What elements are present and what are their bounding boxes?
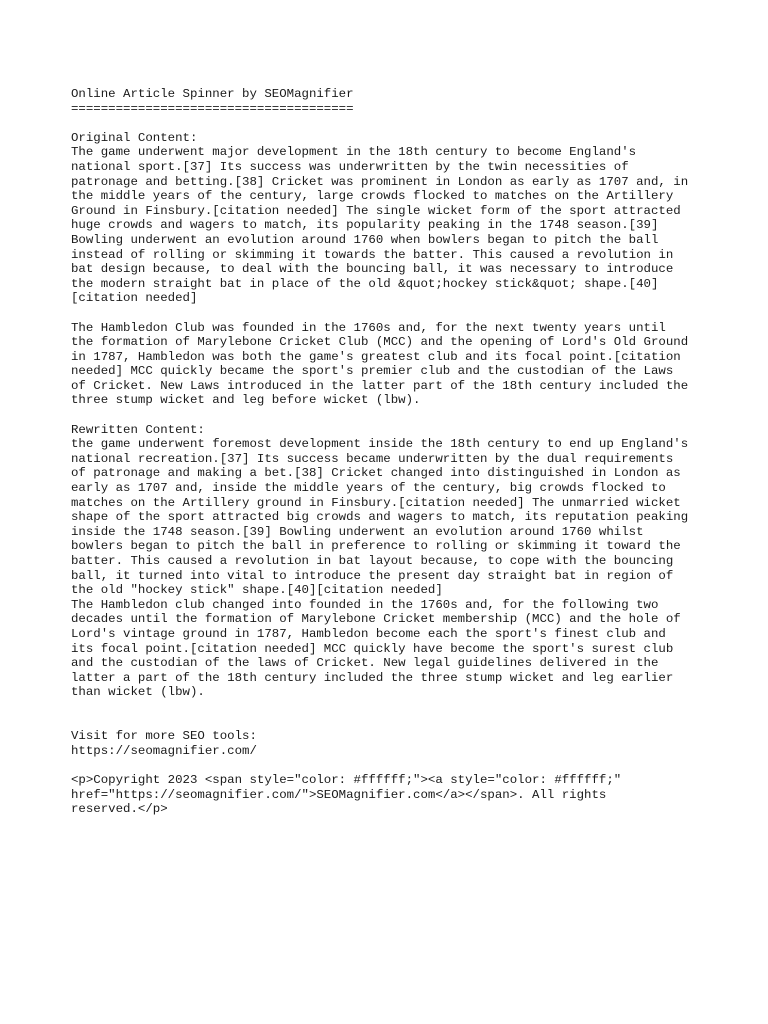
text-line: and the custodian of the laws of Cricket. New legal guidelines delivered in the <box>71 656 659 671</box>
spacer <box>71 116 711 131</box>
original-content-label: Original Content: <box>71 130 198 145</box>
text-line: matches on the Artillery ground in Finsbury.[citation needed] The unmarried wicket <box>71 495 681 510</box>
title-underline: ====================================== <box>71 101 354 116</box>
text-line: href="https://seomagnifier.com/">SEOMagnifier.com</a></span>. All rights <box>71 787 607 802</box>
text-line: the middle years of the century, large crowds flocked to matches on the Artillery <box>71 189 674 204</box>
text-line: national sport.[37] Its success was underwritten by the twin necessities of <box>71 159 629 174</box>
text-line: shape of the sport attracted big crowds and wagers to match, its reputation peaking <box>71 510 689 525</box>
text-line: Ground in Finsbury.[citation needed] The single wicket form of the sport attracted <box>71 203 681 218</box>
text-line: national recreation.[37] Its success became underwritten by the dual requirements <box>71 451 674 466</box>
text-line: bowlers began to pitch the ball in preference to rolling or skimming it toward the <box>71 539 681 554</box>
text-line: The Hambledon Club was founded in the 1760s and, for the next twenty years until <box>71 320 666 335</box>
site-url: https://seomagnifier.com/ <box>71 743 257 758</box>
text-line: in 1787, Hambledon was both the game's greatest club and its focal point.[citation <box>71 349 681 364</box>
text-line: inside the 1748 season.[39] Bowling underwent an evolution around 1760 whilst <box>71 524 644 539</box>
text-line: early as 1707 and, inside the middle years of the century, big crowds flocked to <box>71 481 666 496</box>
spacer <box>71 715 711 730</box>
text-line: The Hambledon club changed into founded in the 1760s and, for the following two <box>71 597 659 612</box>
original-paragraph-2 <box>71 321 711 409</box>
text-line: patronage and betting.[38] Cricket was prominent in London as early as 1707 and, in <box>71 174 689 189</box>
text-line: bat design because, to deal with the bouncing ball, it was necessary to introduce <box>71 262 674 277</box>
text-line: Lord's vintage ground in 1787, Hambledon become each the sport's finest club and <box>71 626 666 641</box>
text-line: of Cricket. New Laws introduced in the latter part of the 18th century included the <box>71 378 689 393</box>
text-line: Bowling underwent an evolution around 1760 when bowlers began to pitch the ball <box>71 232 659 247</box>
text-line: [citation needed] <box>71 291 198 306</box>
text-line: batter. This caused a revolution in bat layout because, to cope with the bouncing <box>71 554 674 568</box>
spacer <box>71 758 711 773</box>
text-line: latter a part of the 18th century included the three stump wicket and leg earlier <box>71 670 674 685</box>
text-line: ball, it turned into vital to introduce the present day straight bat in region of <box>71 568 674 583</box>
text-line: the modern straight bat in place of the old &quot;hockey stick&quot; shape.[40] <box>71 276 659 291</box>
text-line: three stump wicket and leg before wicket (lbw). <box>71 393 421 408</box>
text-line: needed] MCC quickly became the sport's premier club and the custodian of the Laws <box>71 364 674 379</box>
text-line: of patronage and making a bet.[38] Cricket changed into distinguished in London as <box>71 466 681 481</box>
text-line: the old "hockey stick" shape.[40][citation needed] <box>71 583 443 598</box>
text-line: the game underwent foremost development inside the 18th century to end up England's <box>71 437 689 452</box>
text-line: huge crowds and wagers to match, its popularity peaking in the 1748 season.[39] <box>71 218 659 233</box>
copyright-notice <box>71 773 711 817</box>
rewritten-content <box>71 437 711 700</box>
spacer <box>71 408 711 423</box>
document-title: Online Article Spinner by SEOMagnifier <box>71 87 354 101</box>
rewritten-content-label: Rewritten Content: <box>71 422 205 437</box>
text-line: The game underwent major development in the 18th century to become England's <box>71 145 637 160</box>
text-line: the formation of Marylebone Cricket Club (MCC) and the opening of Lord's Old Ground <box>71 335 689 350</box>
text-line: reserved.</p> <box>71 802 168 817</box>
text-line: instead of rolling or skimming it towards the batter. This caused a revolution in <box>71 247 674 262</box>
text-line: than wicket (lbw). <box>71 685 205 700</box>
spacer <box>71 700 711 715</box>
text-line: its focal point.[citation needed] MCC quickly have become the sport's surest club <box>71 641 674 656</box>
document-body <box>71 87 711 817</box>
text-line: decades until the formation of Marylebone Cricket membership (MCC) and the hole of <box>71 612 681 627</box>
visit-label: Visit for more SEO tools: <box>71 729 257 744</box>
text-line: <p>Copyright 2023 <span style="color: #ffffff;"><a style="color: #ffffff;" <box>71 772 622 787</box>
spacer <box>71 306 711 321</box>
original-paragraph-1 <box>71 145 711 306</box>
